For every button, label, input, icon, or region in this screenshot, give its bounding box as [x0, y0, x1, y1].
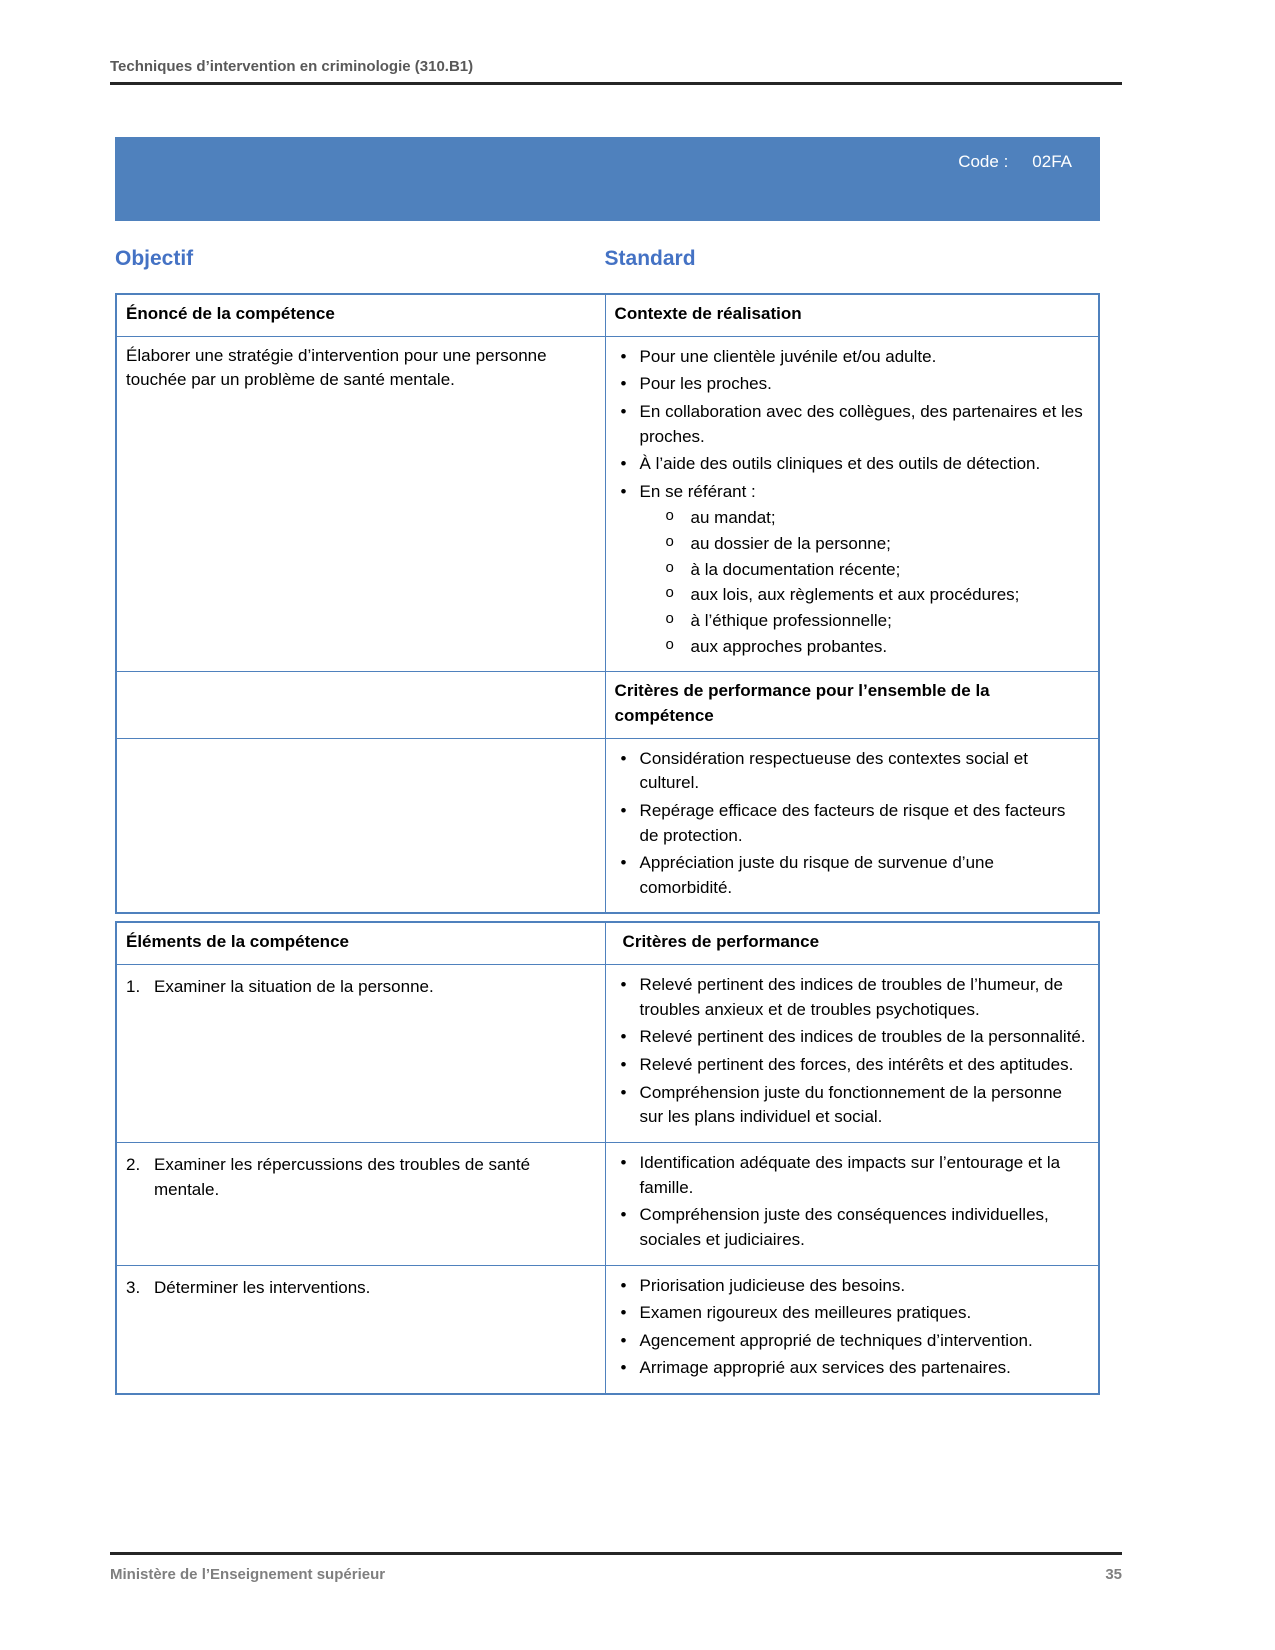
element-item	[126, 1150, 593, 1202]
bullet-item	[617, 372, 1086, 397]
criteria-text: Identification adéquate des impacts sur l’entourage et la famille.	[639, 1152, 1061, 1197]
criteria-text: Priorisation judicieuse des besoins.	[639, 1275, 906, 1295]
sub-bullet-item	[664, 532, 1086, 557]
sub-bullet-text: aux lois, aux règlements et aux procédures;	[690, 585, 1020, 605]
contexte-list	[615, 345, 1086, 660]
criteria-text: Compréhension juste des conséquences individuelles, sociales et judiciaires.	[639, 1205, 1049, 1249]
criteria-item	[617, 1329, 1086, 1354]
criteria-item	[617, 1274, 1086, 1299]
criteria-text: Examen rigoureux des meilleures pratiques.	[639, 1303, 972, 1323]
objectif-heading: Objectif	[115, 247, 194, 270]
criteria-text: Relevé pertinent des indices de troubles de l’humeur, de troubles anxieux et de troubles psychotiques.	[639, 975, 1063, 1019]
element-number: 3.	[126, 1277, 141, 1297]
footer-ministry: Ministère de l’Enseignement supérieur	[110, 1566, 386, 1583]
sub-bullet-text: au dossier de la personne;	[690, 534, 891, 554]
criteria-item	[617, 1081, 1086, 1130]
criteria-list	[615, 1274, 1086, 1382]
element-cell	[117, 1266, 605, 1394]
contexte-cell	[605, 337, 1098, 672]
element-text: Examiner les répercussions des troubles de santé mentale.	[154, 1154, 531, 1199]
criteria-text: Compréhension juste du fonctionnement de la personne sur les plans individuel et social.	[639, 1082, 1062, 1127]
enonce-text: Élaborer une stratégie d’intervention pour une personne touchée par un problème de santé mentale.	[126, 345, 547, 390]
footer-row	[110, 1566, 1122, 1583]
criteres-ensemble-header-row	[117, 671, 1098, 737]
sub-bullet-item	[664, 583, 1086, 608]
element-row-2	[117, 1142, 1098, 1265]
code-banner	[115, 137, 1100, 221]
column-headings	[115, 247, 1100, 271]
standard-heading-wrap	[605, 247, 1100, 271]
objectif-heading-wrap	[115, 247, 605, 271]
criteres-ensemble-cell	[605, 739, 1098, 913]
enonce-cell	[117, 337, 605, 672]
bullet-item	[617, 747, 1086, 796]
element-cell	[117, 1143, 605, 1265]
sub-bullet-item	[664, 558, 1086, 583]
bullet-text: Repérage efficace des facteurs de risque et des facteurs de protection.	[639, 800, 1066, 845]
criteria-text: Relevé pertinent des indices de troubles de la personnalité.	[639, 1027, 1086, 1047]
criteres-ensemble-header-cell: Critères de performance pour l’ensemble de la compétence	[605, 672, 1098, 737]
page-footer	[110, 1552, 1122, 1583]
criteria-cell	[605, 965, 1098, 1142]
criteria-item	[617, 973, 1086, 1022]
table1-body-row	[117, 336, 1098, 672]
enonce-header-cell: Énoncé de la compétence	[126, 304, 335, 323]
criteria-cell	[605, 1143, 1098, 1265]
code-label: Code :	[958, 152, 1009, 171]
empty-cell	[117, 672, 605, 737]
bullet-item	[617, 480, 1086, 659]
criteres-header-cell: Critères de performance	[605, 923, 1098, 964]
page-number: 35	[1105, 1566, 1122, 1583]
sub-bullet-item	[664, 635, 1086, 660]
criteria-item	[617, 1151, 1086, 1200]
sub-bullet-item	[664, 506, 1086, 531]
criteria-list	[615, 1151, 1086, 1253]
elements-header-cell: Éléments de la compétence	[126, 932, 349, 952]
element-row-3	[117, 1265, 1098, 1394]
criteria-text: Arrimage approprié aux services des partenaires.	[639, 1358, 1011, 1378]
sub-bullet-item	[664, 609, 1086, 634]
footer-rule	[110, 1552, 1122, 1555]
bullet-text: Pour les proches.	[639, 374, 772, 394]
element-cell	[117, 965, 605, 1142]
bullet-text: Appréciation juste du risque de survenue d’une comorbidité.	[639, 853, 994, 897]
bullet-text: En se référant :	[639, 481, 756, 501]
criteria-item	[617, 1301, 1086, 1326]
criteres-ensemble-list	[615, 747, 1086, 901]
bullet-item	[617, 851, 1086, 900]
bullet-item	[617, 799, 1086, 848]
bullet-text: En collaboration avec des collègues, des partenaires et les proches.	[639, 401, 1083, 446]
competence-table	[115, 293, 1100, 914]
bullet-text: Considération respectueuse des contextes social et culturel.	[639, 748, 1028, 793]
criteria-text: Relevé pertinent des forces, des intérêts et des aptitudes.	[639, 1055, 1074, 1075]
element-number: 2.	[126, 1154, 141, 1174]
running-header	[110, 0, 1122, 75]
criteria-item	[617, 1203, 1086, 1252]
code-value: 02FA	[1032, 152, 1072, 171]
bullet-item	[617, 345, 1086, 370]
standard-heading: Standard	[604, 247, 696, 270]
element-item	[126, 972, 593, 1000]
element-text: Déterminer les interventions.	[154, 1277, 371, 1297]
referant-sub-list	[640, 506, 1086, 659]
running-header-title: Techniques d’intervention en criminologie (310.B1)	[110, 58, 474, 75]
sub-bullet-text: aux approches probantes.	[690, 636, 888, 656]
element-text: Examiner la situation de la personne.	[154, 977, 434, 997]
criteres-ensemble-body-row	[117, 738, 1098, 913]
criteria-text: Agencement approprié de techniques d’intervention.	[639, 1330, 1033, 1350]
criteria-cell	[605, 1266, 1098, 1394]
element-row-1	[117, 964, 1098, 1142]
bullet-text: À l’aide des outils cliniques et des outils de détection.	[639, 454, 1041, 474]
bullet-text: Pour une clientèle juvénile et/ou adulte.	[639, 346, 937, 366]
table1-header-row	[117, 295, 1098, 336]
bullet-item	[617, 400, 1086, 449]
header-rule	[110, 82, 1122, 85]
criteria-item	[617, 1025, 1086, 1050]
element-item	[126, 1273, 593, 1301]
empty-cell	[117, 739, 605, 913]
table2-header-row	[117, 923, 1098, 964]
bullet-item	[617, 452, 1086, 477]
element-number: 1.	[126, 977, 141, 997]
criteria-list	[615, 973, 1086, 1130]
sub-bullet-text: au mandat;	[690, 508, 776, 528]
criteria-item	[617, 1356, 1086, 1381]
criteria-item	[617, 1053, 1086, 1078]
contexte-header-cell: Contexte de réalisation	[605, 295, 1098, 336]
sub-bullet-text: à l’éthique professionnelle;	[690, 611, 892, 631]
sub-bullet-text: à la documentation récente;	[690, 559, 901, 579]
elements-table	[115, 921, 1100, 1395]
